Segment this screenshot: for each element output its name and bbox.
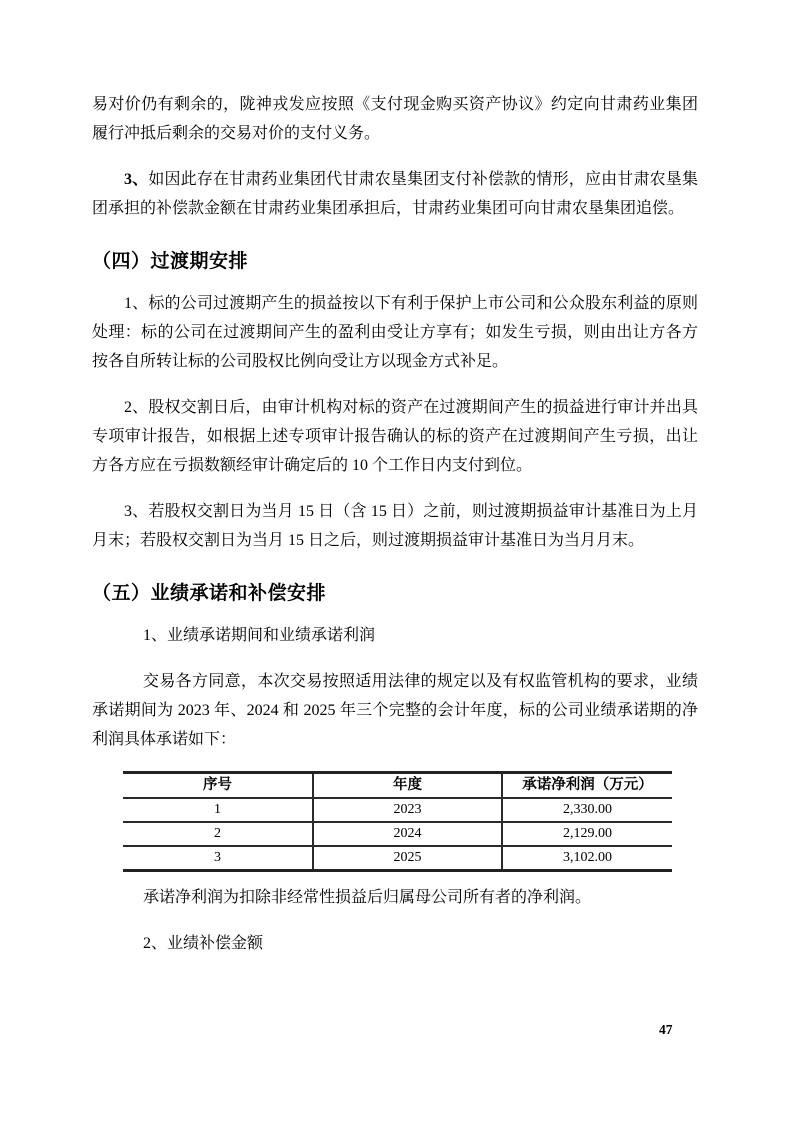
table-cell-seq: 1 [123, 798, 313, 822]
paragraph-number: 3、 [124, 171, 149, 188]
paragraph-commitment-terms: 交易各方同意，本次交易按照适用法律的规定以及有权监管机构的要求，业绩承诺期间为 2023 年、2024 和 2025 年三个完整的会计年度，标的公司业绩承诺期的净利润具体承诺如下： [92, 673, 698, 748]
table-row [123, 798, 672, 822]
paragraph-transition-1: 1、标的公司过渡期产生的损益按以下有利于保护上市公司和公众股东利益的原则处理：标的公司在过渡期间产生的盈利由受让方享有；如发生亏损，则由出让方各方按各自所转让标的公司股权比例向受让方以现金方式补足。 [92, 295, 698, 370]
paragraph-net-profit-note: 承诺净利润为扣除非经常性损益后归属母公司所有者的净利润。 [143, 889, 592, 906]
section-heading-transition-period: （四）过渡期安排 [92, 251, 249, 272]
table-cell-profit: 3,102.00 [563, 850, 612, 865]
page-number: 47 [659, 1022, 673, 1037]
table-cell-year: 2024 [313, 822, 502, 846]
table-header-net-profit: 承诺净利润（万元） [502, 773, 672, 799]
paragraph-text: 如因此存在甘肃药业集团代甘肃农垦集团支付补偿款的情形，应由甘肃农垦集团承担的补偿款金额在甘肃药业集团承担后，甘肃药业集团可向甘肃农垦集团追偿。 [92, 171, 698, 217]
table-header-row [123, 773, 672, 799]
table-cell-seq: 2 [123, 822, 313, 846]
sub-item-commitment-period: 1、业绩承诺期间和业绩承诺利润 [143, 627, 376, 644]
paragraph-compensation-recourse [92, 165, 698, 223]
sub-item-compensation-amount: 2、业绩补偿金额 [143, 935, 264, 952]
continuation-paragraph: 易对价仍有剩余的，陇神戎发应按照《支付现金购买资产协议》约定向甘肃药业集团履行冲抵后剩余的交易对价的支付义务。 [92, 96, 698, 142]
table-cell-profit: 2,330.00 [502, 798, 672, 822]
table-cell-year: 2025 [313, 846, 502, 871]
table-row [123, 846, 672, 871]
document-content [92, 90, 698, 975]
table-cell-profit: 2,129.00 [502, 822, 672, 846]
section-heading-performance-commitment: （五）业绩承诺和补偿安排 [92, 583, 327, 604]
paragraph-transition-2: 2、股权交割日后，由审计机构对标的资产在过渡期间产生的损益进行审计并出具专项审计报告，如根据上述专项审计报告确认的标的资产在过渡期间产生亏损，出让方各方应在亏损数额经审计确定后的 10 个工作日内支付到位。 [92, 399, 698, 474]
table-header-year: 年度 [313, 773, 502, 799]
paragraph-transition-3: 3、若股权交割日为当月 15 日（含 15 日）之前，则过渡期损益审计基准日为上月月末；若股权交割日为当月 15 日之后，则过渡期损益审计基准日为当月月末。 [92, 503, 698, 549]
table-row [123, 822, 672, 846]
table-header-seq: 序号 [123, 773, 313, 799]
table-cell-year: 2023 [313, 798, 502, 822]
table-cell-seq: 3 [123, 846, 313, 871]
profit-commitment-table [123, 771, 672, 872]
